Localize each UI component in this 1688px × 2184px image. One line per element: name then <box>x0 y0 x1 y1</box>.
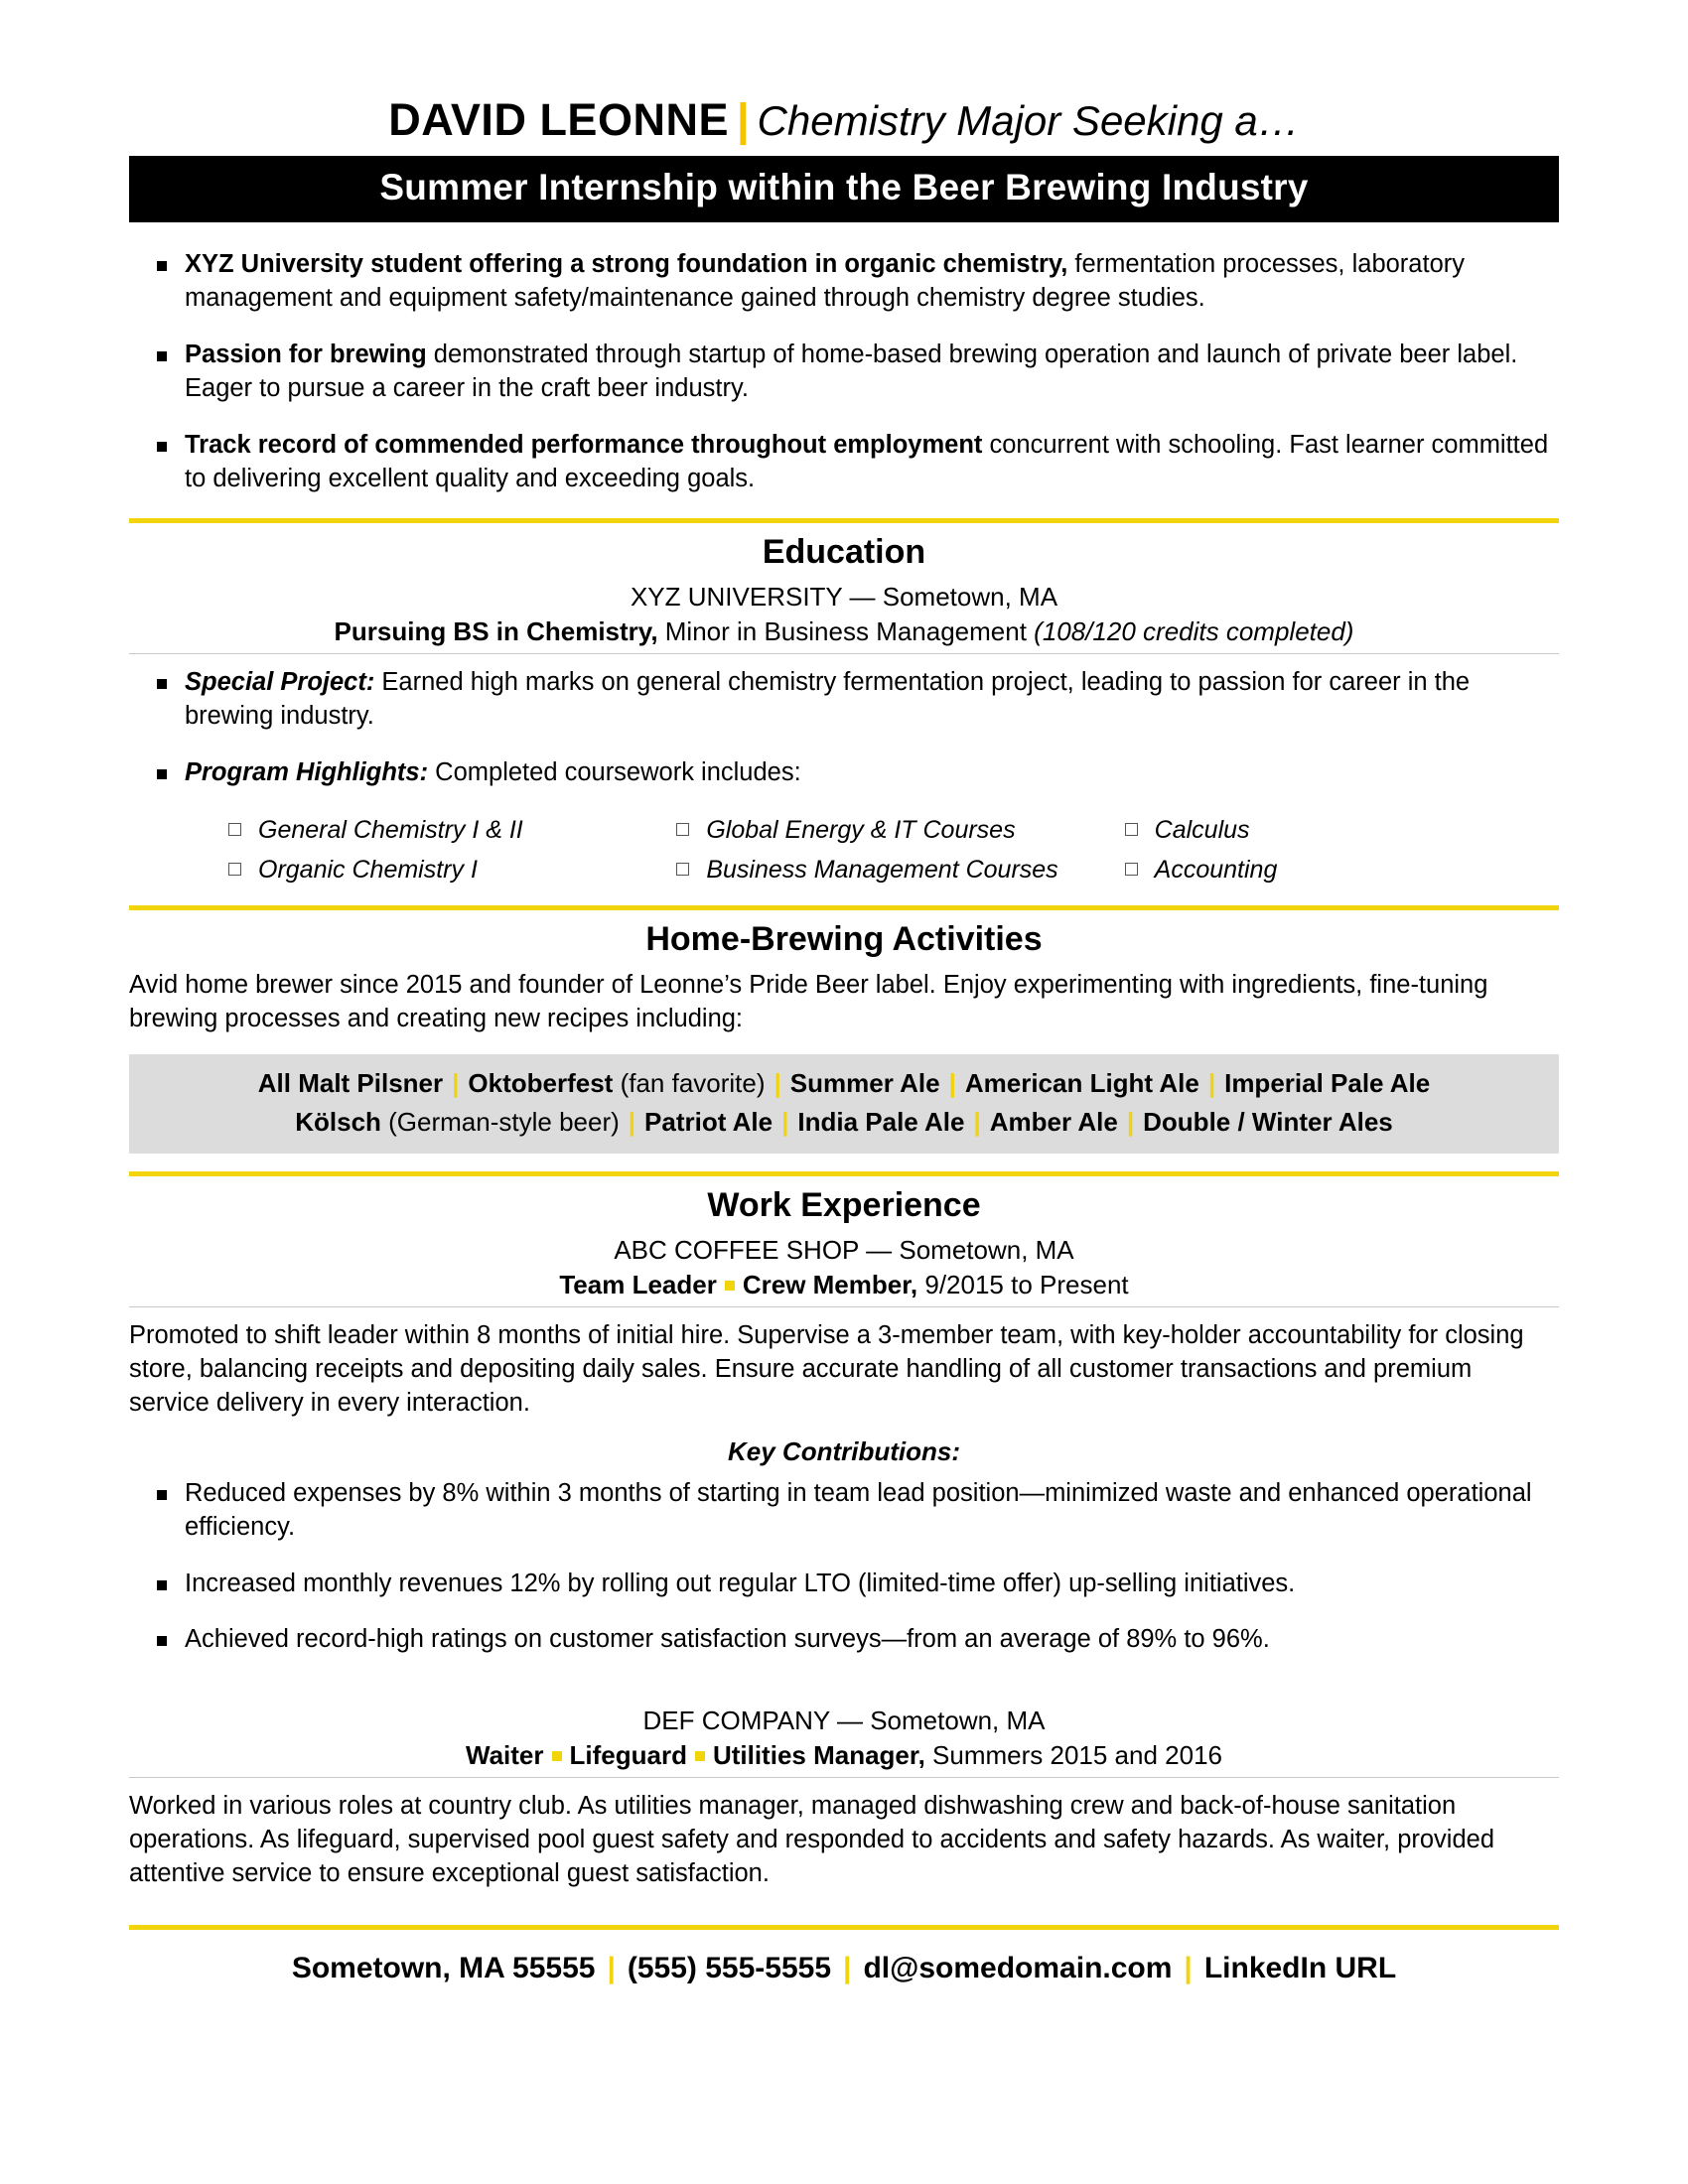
summary-bullet <box>129 339 1559 406</box>
beer-separator: | <box>1207 1067 1216 1098</box>
spacer <box>129 1680 1559 1706</box>
summary-bullet-rest: concurrent with schooling. Fast learner committed to delivering excellent quality and exceeding goals. <box>185 430 1549 492</box>
beer-name: India Pale Ale <box>797 1106 965 1137</box>
footer-email[interactable]: dl@somedomain.com <box>863 1952 1173 1985</box>
key-contributions-label: Key Contributions: <box>728 1435 960 1466</box>
job-description: Promoted to shift leader within 8 months of initial hire. Supervise a 3-member team, with key-holder accountability for closing store, balancing receipts and depositing daily sales. Ensure accurate handling of all customer transactions and premium service delivery in every interaction. <box>129 1320 1524 1417</box>
section-heading-brewing: Home-Brewing Activities <box>645 920 1043 959</box>
beer-separator: | <box>781 1106 789 1137</box>
coursework-grid <box>214 813 1559 887</box>
beer-name: Patriot Ale <box>644 1106 774 1137</box>
divider-yellow <box>129 1171 1559 1176</box>
section-heading-education: Education <box>762 533 926 572</box>
education-bullet-lead: Special Project: <box>185 668 375 697</box>
header-name-line <box>129 94 1559 146</box>
beer-name: All Malt Pilsner <box>257 1067 444 1098</box>
job-role: Team Leader <box>559 1269 717 1299</box>
square-separator-icon <box>725 1281 735 1291</box>
candidate-tagline: Chemistry Major Seeking a… <box>757 97 1300 144</box>
summary-bullet <box>129 248 1559 316</box>
job-role-line <box>129 1740 1559 1771</box>
course-item: General Chemistry I & II <box>214 813 662 848</box>
contribution-bullet: Reduced expenses by 8% within 3 months of starting in team lead position—minimized waste and enhanced operational efficiency. <box>129 1477 1559 1545</box>
job-dates: Summers 2015 and 2016 <box>924 1740 1222 1771</box>
beer-name: Kölsch <box>295 1106 381 1137</box>
summary-bullet-lead: XYZ University student offering a strong foundation in organic chemistry, <box>185 250 1068 278</box>
beer-name: Summer Ale <box>789 1067 940 1098</box>
beer-separator: | <box>774 1067 781 1098</box>
footer-linkedin[interactable]: LinkedIn URL <box>1203 1952 1397 1985</box>
summary-section <box>129 248 1559 495</box>
education-bullet-rest: Completed coursework includes: <box>428 758 801 787</box>
job-role: Waiter <box>466 1740 544 1771</box>
summary-bullet-list <box>129 248 1559 495</box>
beer-name: Oktoberfest <box>468 1067 614 1098</box>
course-item: Organic Chemistry I <box>214 853 662 887</box>
contribution-bullet: Achieved record-high ratings on customer satisfaction surveys—from an average of 89% to 96%. <box>129 1623 1559 1657</box>
beer-name: American Light Ale <box>964 1067 1199 1098</box>
education-credits: (108/120 credits completed) <box>1034 616 1354 647</box>
beer-note: (German-style beer) <box>380 1106 620 1137</box>
course-item: Business Management Courses <box>662 853 1110 887</box>
education-bullet-lead: Program Highlights: <box>185 758 429 787</box>
job-role: Lifeguard <box>569 1740 687 1771</box>
divider-thin <box>129 1777 1559 1778</box>
divider-thin <box>129 1306 1559 1307</box>
footer-separator: | <box>1184 1952 1193 1985</box>
footer-separator: | <box>607 1952 616 1985</box>
summary-bullet-rest: fermentation processes, laboratory management and equipment safety/maintenance gained through chemistry degree studies. <box>185 250 1465 312</box>
summary-bullet <box>129 429 1559 496</box>
divider-thin <box>129 653 1559 654</box>
footer-separator: | <box>843 1952 852 1985</box>
contribution-bullet: Increased monthly revenues 12% by rolling out regular LTO (limited-time offer) up-selling initiatives. <box>129 1568 1559 1601</box>
candidate-name: DAVID LEONNE <box>388 94 729 145</box>
beer-separator: | <box>1126 1106 1135 1137</box>
education-bullet-list <box>129 666 1559 790</box>
education-bullet-rest: Earned high marks on general chemistry fermentation project, leading to passion for career in the brewing industry. <box>185 668 1471 731</box>
job-role: Utilities Manager, <box>712 1740 925 1771</box>
education-degree <box>129 616 1559 647</box>
square-separator-icon <box>695 1751 705 1761</box>
summary-bullet-rest: demonstrated through startup of home-based brewing operation and launch of private beer label. Eager to pursue a career in the craft beer industry. <box>185 340 1518 402</box>
beer-row-2 <box>141 1103 1547 1142</box>
beer-list-box <box>129 1054 1559 1154</box>
target-title-bar: Summer Internship within the Beer Brewing Industry <box>129 156 1559 222</box>
divider-yellow <box>129 1925 1559 1930</box>
course-item: Calculus <box>1111 813 1559 848</box>
beer-separator: | <box>973 1106 981 1137</box>
divider-yellow <box>129 518 1559 523</box>
key-contributions-list <box>129 1477 1559 1658</box>
education-degree-bold: Pursuing BS in Chemistry, <box>334 616 658 647</box>
education-bullet <box>129 756 1559 790</box>
square-separator-icon <box>552 1751 562 1761</box>
course-item: Global Energy & IT Courses <box>662 813 1110 848</box>
brewing-intro: Avid home brewer since 2015 and founder of Leonne’s Pride Beer label. Enjoy experimenting with ingredients, fine-tuning brewing processes and creating new recipes including: <box>129 971 1488 1033</box>
section-heading-work: Work Experience <box>707 1185 981 1224</box>
beer-name: Amber Ale <box>989 1106 1118 1137</box>
contact-footer <box>129 1940 1559 1985</box>
job-dates: 9/2015 to Present <box>917 1269 1129 1299</box>
beer-name: Imperial Pale Ale <box>1224 1067 1431 1098</box>
job-role-line <box>129 1270 1559 1300</box>
course-item: Accounting <box>1111 853 1559 887</box>
beer-row-1 <box>141 1064 1547 1103</box>
footer-phone[interactable]: (555) 555-5555 <box>627 1952 832 1985</box>
education-degree-rest: Minor in Business Management <box>657 616 1035 647</box>
job-company: ABC COFFEE SHOP — Sometown, MA <box>614 1234 1074 1265</box>
summary-bullet-lead: Track record of commended performance throughout employment <box>185 430 983 459</box>
name-divider: | <box>736 94 750 145</box>
beer-separator: | <box>948 1067 956 1098</box>
job-description: Worked in various roles at country club. As utilities manager, managed dishwashing crew and back-of-house sanitation operations. As lifeguard, supervised pool guest safety and responded to accidents and safety hazards. As waiter, provided attentive service to ensure exceptional guest satisfaction. <box>129 1792 1495 1888</box>
education-school: XYZ UNIVERSITY — Sometown, MA <box>630 582 1058 613</box>
job-company: DEF COMPANY — Sometown, MA <box>642 1706 1046 1736</box>
divider-yellow <box>129 905 1559 910</box>
footer-address: Sometown, MA 55555 <box>291 1952 596 1985</box>
summary-bullet-lead: Passion for brewing <box>185 340 427 368</box>
beer-name: Double / Winter Ales <box>1143 1106 1393 1137</box>
beer-separator: | <box>452 1067 460 1098</box>
beer-separator: | <box>628 1106 636 1137</box>
beer-note: (fan favorite) <box>613 1067 766 1098</box>
job-role: Crew Member, <box>742 1269 918 1299</box>
education-bullet <box>129 666 1559 734</box>
